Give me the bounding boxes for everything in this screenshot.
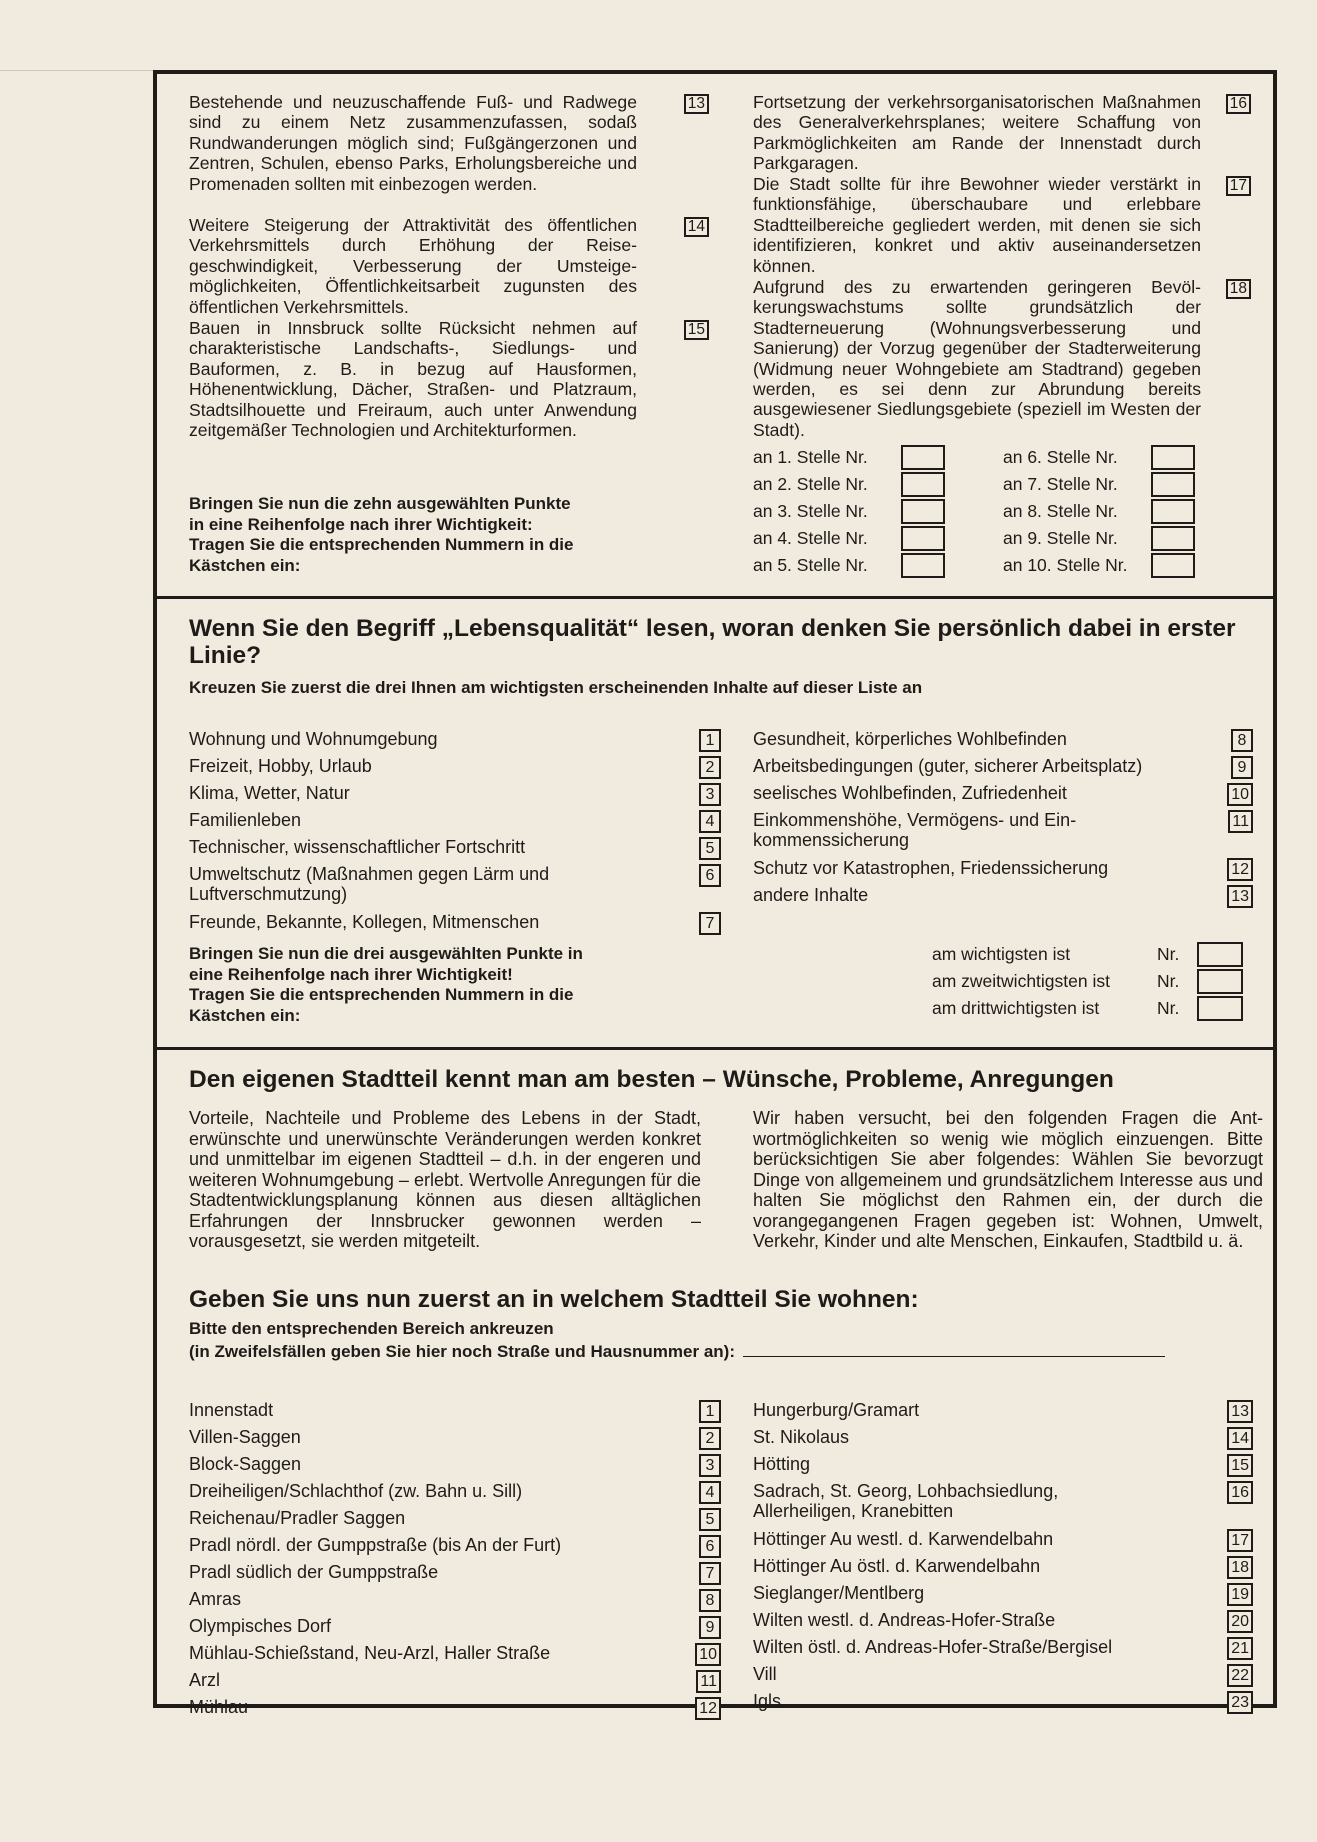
option-checkbox[interactable]: 1 (699, 1400, 721, 1423)
option-label: Umweltschutz (Maßnahmen gegen Lärm und Luftverschmutzung) (189, 864, 550, 904)
option-label: Höttinger Au westl. d. Karwendelbahn (753, 1529, 1054, 1549)
quality-option[interactable] (753, 783, 1253, 810)
option-label: Höttinger Au östl. d. Karwendelbahn (753, 1556, 1041, 1576)
instruction-line: eine Reihenfolge nach ihrer Wichtigkeit! (189, 964, 513, 984)
instruction-line: Bringen Sie nun die drei ausgewählten Punkte in (189, 944, 583, 963)
option-checkbox[interactable]: 3 (699, 1454, 721, 1477)
option-label: Technischer, wissenschaftlicher Fortschritt (189, 837, 526, 857)
district-option[interactable] (753, 1481, 1253, 1529)
option-label: Villen-Saggen (189, 1427, 301, 1447)
rank-row (753, 552, 1253, 579)
district-option[interactable] (189, 1535, 721, 1562)
option-label: Igls (753, 1691, 782, 1711)
district-option[interactable] (189, 1697, 721, 1724)
district-option[interactable] (189, 1427, 721, 1454)
proposal-15 (189, 318, 721, 460)
quality-option[interactable] (189, 912, 721, 939)
ranking-answer-grid (753, 444, 1253, 579)
rank-label: an 8. Stelle Nr. (1003, 501, 1118, 521)
district-right-list (753, 1400, 1253, 1718)
option-checkbox[interactable]: 7 (699, 1562, 721, 1585)
district-instruction-1: Bitte den entsprechenden Bereich ankreuzen (189, 1319, 554, 1338)
district-option[interactable] (189, 1481, 721, 1508)
option-label: Block-Saggen (189, 1454, 302, 1474)
option-label: seelisches Wohlbefinden, Zufriedenheit (753, 783, 1067, 803)
ranking-instruction (189, 494, 639, 576)
quality-rank-row (932, 968, 1252, 995)
option-checkbox[interactable]: 2 (699, 1427, 721, 1450)
rank-label: an 9. Stelle Nr. (1003, 528, 1118, 548)
rank-10-input-box[interactable] (1151, 553, 1195, 578)
rank-label: an 1. Stelle Nr. (753, 447, 868, 467)
quality-option[interactable] (753, 729, 1253, 756)
option-label: Wilten östl. d. Andreas-Hofer-Straße/Bergisel (753, 1637, 1113, 1657)
option-checkbox[interactable]: 5 (699, 1508, 721, 1531)
district-option[interactable] (189, 1643, 721, 1670)
instruction-line: Bringen Sie nun die zehn ausgewählten Punkte (189, 494, 571, 513)
option-label: Olympisches Dorf (189, 1616, 332, 1636)
option-label: Vill (753, 1664, 777, 1684)
ranking-left-column (189, 92, 721, 460)
quality-of-life-section (157, 599, 1273, 1050)
rank-label: am zweitwichtigsten ist (932, 971, 1110, 991)
option-checkbox[interactable]: 19 (1227, 1583, 1253, 1606)
number-box: 14 (684, 217, 709, 237)
number-box: 13 (684, 94, 709, 114)
instruction-line: in eine Reihenfolge nach ihrer Wichtigkeit: (189, 514, 533, 534)
nr-label: Nr. (1157, 944, 1180, 964)
quality-rank-row (932, 941, 1252, 968)
intro-text: Wir haben versucht, bei den folgenden Fragen die Antwortmöglichkeiten so wenig wie möglich einzuengen. Bitte berücksichtigen Sie aber folgendes: Wählen Sie bevorzugt Dinge von allgemeinem und grundsätzlichem Interesse aus und halten Sie möglichst den Rahmen ein, der durch die vorangegangenen Fragen gegeben ist: Wohnen, Umwelt, Verkehr, Kinder und alte Menschen, Einkaufen, Stadtbild u. ä. (753, 1108, 1263, 1251)
rank-row (753, 471, 1253, 498)
quality-instruction (189, 944, 709, 1026)
option-checkbox[interactable]: 20 (1227, 1610, 1253, 1633)
ranking-right-column (753, 92, 1253, 441)
district-option[interactable] (753, 1691, 1253, 1718)
option-checkbox[interactable]: 12 (1227, 858, 1253, 881)
proposal-text: Die Stadt sollte für ihre Bewohner wieder verstärkt in funktionsfähige, überschaubare und erlebbare Stadtteilbereiche gegliedert werden, mit denen sie sich identifizieren, konkret und aktiv auseinandersetzen können. (753, 174, 1201, 276)
option-checkbox[interactable]: 1 (699, 729, 721, 752)
option-checkbox[interactable]: 13 (1227, 1400, 1253, 1423)
rank-label: an 7. Stelle Nr. (1003, 474, 1118, 494)
option-label: Arzl (189, 1670, 220, 1690)
district-instruction-2: (in Zweifelsfällen geben Sie hier noch Straße und Hausnummer an): (189, 1342, 735, 1361)
district-option[interactable] (189, 1400, 721, 1427)
instruction-line: Tragen Sie die entsprechenden Nummern in die (189, 985, 574, 1004)
quality-option[interactable] (189, 783, 721, 810)
district-instruction-2-row (189, 1342, 1269, 1362)
quality-option[interactable] (753, 756, 1253, 783)
ranking-section (157, 74, 1273, 599)
district-section (157, 1050, 1273, 1717)
district-option[interactable] (753, 1556, 1253, 1583)
scan-line (0, 70, 160, 71)
option-checkbox[interactable]: 8 (1231, 729, 1253, 752)
option-label: Pradl südlich der Gumppstraße (189, 1562, 439, 1582)
proposal-13 (189, 92, 721, 215)
option-checkbox[interactable]: 11 (1228, 810, 1253, 833)
instruction-line: Kästchen ein: (189, 555, 301, 575)
option-label: Wohnung und Wohnumgebung (189, 729, 438, 749)
rank-9-input-box[interactable] (1151, 526, 1195, 551)
rank-label: an 2. Stelle Nr. (753, 474, 868, 494)
option-checkbox[interactable]: 6 (699, 1535, 721, 1558)
quality-title: Wenn Sie den Begriff „Lebensqualität“ lesen, woran denken Sie persönlich dabei in erster Linie? (189, 615, 1236, 669)
option-label: Freizeit, Hobby, Urlaub (189, 756, 372, 776)
option-checkbox[interactable]: 10 (1227, 783, 1253, 806)
quality-rank-row (932, 995, 1252, 1022)
district-option[interactable] (753, 1637, 1253, 1664)
district-title: Den eigenen Stadtteil kennt man am besten – Wünsche, Probleme, Anregungen (189, 1066, 1114, 1093)
option-checkbox[interactable]: 15 (1227, 1454, 1253, 1477)
rank-4-input-box[interactable] (901, 526, 945, 551)
proposal-18 (753, 277, 1253, 441)
rank-3-input-box[interactable] (901, 499, 945, 524)
number-box: 18 (1226, 279, 1251, 299)
intro-text: Vorteile, Nachteile und Probleme des Lebens in der Stadt, erwünschte und unerwünschte Veränderungen werden konkret und unmittelbar im eigenen Stadtteil – d.h. in der engeren und weiteren Wohnumgebung – erlebt. Wertvolle Anregungen für die Stadtentwicklungsplanung können aus diesen alltäglichen Erfahrungen der Innsbrucker gewonnen werden – vorausgesetzt, sie werden mitgeteilt. (189, 1108, 701, 1251)
option-checkbox[interactable]: 5 (699, 837, 721, 860)
option-label: Reichenau/Pradler Saggen (189, 1508, 406, 1528)
option-label: Innenstadt (189, 1400, 274, 1420)
number-box: 15 (684, 320, 709, 340)
option-label: Mühlau-Schießstand, Neu-Arzl, Haller Straße (189, 1643, 551, 1663)
option-checkbox[interactable]: 8 (699, 1589, 721, 1612)
option-checkbox[interactable]: 22 (1227, 1664, 1253, 1687)
top-1-input-box[interactable] (1197, 942, 1243, 967)
district-option[interactable] (189, 1616, 721, 1643)
quality-option[interactable] (753, 885, 1253, 912)
rank-label: an 6. Stelle Nr. (1003, 447, 1118, 467)
option-checkbox[interactable]: 11 (696, 1670, 721, 1693)
district-option[interactable] (753, 1583, 1253, 1610)
option-checkbox[interactable]: 17 (1227, 1529, 1253, 1552)
option-checkbox[interactable]: 16 (1227, 1481, 1253, 1504)
option-checkbox[interactable]: 10 (695, 1643, 721, 1666)
option-label: Familienleben (189, 810, 302, 830)
option-checkbox[interactable]: 6 (699, 864, 721, 887)
quality-right-list (753, 729, 1253, 912)
rank-row (753, 498, 1253, 525)
questionnaire-frame (153, 70, 1277, 1717)
quality-left-list (189, 729, 721, 939)
address-input-line[interactable] (743, 1356, 1165, 1357)
option-label: Sieglanger/Mentlberg (753, 1583, 925, 1603)
rank-label: an 3. Stelle Nr. (753, 501, 868, 521)
district-option[interactable] (753, 1529, 1253, 1556)
nr-label: Nr. (1157, 971, 1180, 991)
rank-2-input-box[interactable] (901, 472, 945, 497)
quality-subtitle: Kreuzen Sie zuerst die drei Ihnen am wichtigsten erscheinenden Inhalte auf dieser Liste an (189, 678, 923, 697)
quality-option[interactable] (189, 864, 721, 912)
option-checkbox[interactable]: 4 (699, 1481, 721, 1504)
rank-label: an 4. Stelle Nr. (753, 528, 868, 548)
district-option[interactable] (753, 1427, 1253, 1454)
district-option[interactable] (189, 1454, 721, 1481)
option-label: andere Inhalte (753, 885, 869, 905)
option-label: Amras (189, 1589, 242, 1609)
option-label: Schutz vor Katastrophen, Friedenssicherung (753, 858, 1109, 878)
district-intro-left (189, 1108, 701, 1252)
quality-option[interactable] (189, 837, 721, 864)
option-label: Hungerburg/Gramart (753, 1400, 920, 1420)
quality-option[interactable] (753, 810, 1253, 858)
rank-row (753, 444, 1253, 471)
proposal-text: Bestehende und neuzuschaffende Fuß- und Radwege sind zu einem Netz zusammenzufassen, sodaß Rundwanderungen möglich sind; Fußgängerzonen und Zentren, Schulen, ebenso Parks, Erholungsbereiche und Promenaden sollten mit einbezogen werden. (189, 92, 637, 194)
option-label: Gesundheit, körperliches Wohlbefinden (753, 729, 1067, 749)
district-option[interactable] (753, 1454, 1253, 1481)
rank-label: am wichtigsten ist (932, 944, 1071, 964)
number-box: 17 (1226, 176, 1251, 196)
option-checkbox[interactable]: 4 (699, 810, 721, 833)
option-label: Wilten westl. d. Andreas-Hofer-Straße (753, 1610, 1056, 1630)
option-checkbox[interactable]: 3 (699, 783, 721, 806)
rank-1-input-box[interactable] (901, 445, 945, 470)
district-option[interactable] (189, 1508, 721, 1535)
rank-7-input-box[interactable] (1151, 472, 1195, 497)
district-left-list (189, 1400, 721, 1724)
option-label: Hötting (753, 1454, 811, 1474)
option-label: Arbeitsbedingungen (guter, sicherer Arbeitsplatz) (753, 756, 1143, 776)
option-checkbox[interactable]: 7 (699, 912, 721, 935)
rank-8-input-box[interactable] (1151, 499, 1195, 524)
proposal-text: Weitere Steigerung der Attraktivität des öffentlichen Verkehrsmittels durch Erhöhung der Reisegeschwindigkeit, Verbesserung der Umsteigemöglichkeiten, Öffentlichkeitsarbeit zugunsten des öffentlichen Verkehrsmittels. (189, 215, 637, 317)
option-checkbox[interactable]: 21 (1227, 1637, 1253, 1660)
option-label: Sadrach, St. Georg, Lohbachsiedlung, Allerheiligen, Kranebitten (753, 1481, 1059, 1521)
proposal-text: Fortsetzung der verkehrsorganisatorischen Maßnahmen des Generalverkehrsplanes; weitere Schaffung von Parkmöglichkeiten am Rande der Innenstadt durch Parkgaragen. (753, 92, 1201, 174)
instruction-line: Tragen Sie die entsprechenden Nummern in die (189, 535, 574, 554)
top-2-input-box[interactable] (1197, 969, 1243, 994)
rank-label: am drittwichtigsten ist (932, 998, 1100, 1018)
option-label: Freunde, Bekannte, Kollegen, Mitmenschen (189, 912, 540, 932)
option-checkbox[interactable]: 14 (1227, 1427, 1253, 1450)
proposal-17 (753, 174, 1253, 277)
option-label: Pradl nördl. der Gumppstraße (bis An der Furt) (189, 1535, 562, 1555)
number-box: 16 (1226, 94, 1251, 114)
option-checkbox[interactable]: 12 (695, 1697, 721, 1720)
proposal-text: Aufgrund des zu erwartenden geringeren Bevölkerungswachstums sollte grundsätzlich der Stadterneuerung (Wohnungsverbesserung und Sanierung) der Vorzug gegenüber der Stadterweiterung (Widmung neuer Wohngebiete am Stadtrand) gegeben werden, es sei denn zur Abrundung bereits ausgewiesener Siedlungsgebiete (speziell im Westen der Stadt). (753, 277, 1201, 440)
rank-6-input-box[interactable] (1151, 445, 1195, 470)
rank-5-input-box[interactable] (901, 553, 945, 578)
rank-label: an 5. Stelle Nr. (753, 555, 868, 575)
proposal-14 (189, 215, 721, 318)
option-label: Mühlau (189, 1697, 249, 1717)
proposal-16 (753, 92, 1253, 174)
quality-rank-grid (932, 941, 1252, 1022)
option-label: Dreiheiligen/Schlachthof (zw. Bahn u. Sill) (189, 1481, 523, 1501)
district-option[interactable] (189, 1589, 721, 1616)
district-option[interactable] (753, 1400, 1253, 1427)
option-label: St. Nikolaus (753, 1427, 850, 1447)
nr-label: Nr. (1157, 998, 1180, 1018)
option-label: Einkommenshöhe, Vermögens- und Einkommenssicherung (753, 810, 1077, 850)
option-checkbox[interactable]: 9 (1231, 756, 1253, 779)
district-option[interactable] (189, 1562, 721, 1589)
district-option[interactable] (753, 1610, 1253, 1637)
rank-label: an 10. Stelle Nr. (1003, 555, 1128, 575)
option-label: Klima, Wetter, Natur (189, 783, 350, 803)
top-3-input-box[interactable] (1197, 996, 1243, 1021)
option-checkbox[interactable]: 23 (1227, 1691, 1253, 1714)
option-checkbox[interactable]: 2 (699, 756, 721, 779)
quality-option[interactable] (189, 756, 721, 783)
district-option[interactable] (753, 1664, 1253, 1691)
rank-row (753, 525, 1253, 552)
instruction-line: Kästchen ein: (189, 1005, 301, 1025)
district-question: Geben Sie uns nun zuerst an in welchem Stadtteil Sie wohnen: (189, 1286, 919, 1313)
option-checkbox[interactable]: 18 (1227, 1556, 1253, 1579)
proposal-text: Bauen in Innsbruck sollte Rücksicht nehmen auf charakteristische Landschafts-, Siedlungs- und Bauformen, z. B. in bezug auf Hausformen, Höhenentwicklung, Dächer, Straßen- und Platzraum, Stadtsilhouette und Freiraum, auch unter Anwendung zeitgemäßer Technologien und Architekturformen. (189, 318, 637, 441)
option-checkbox[interactable]: 13 (1227, 885, 1253, 908)
district-option[interactable] (189, 1670, 721, 1697)
quality-option[interactable] (189, 729, 721, 756)
district-intro-right (753, 1108, 1263, 1252)
quality-option[interactable] (189, 810, 721, 837)
quality-option[interactable] (753, 858, 1253, 885)
option-checkbox[interactable]: 9 (699, 1616, 721, 1639)
